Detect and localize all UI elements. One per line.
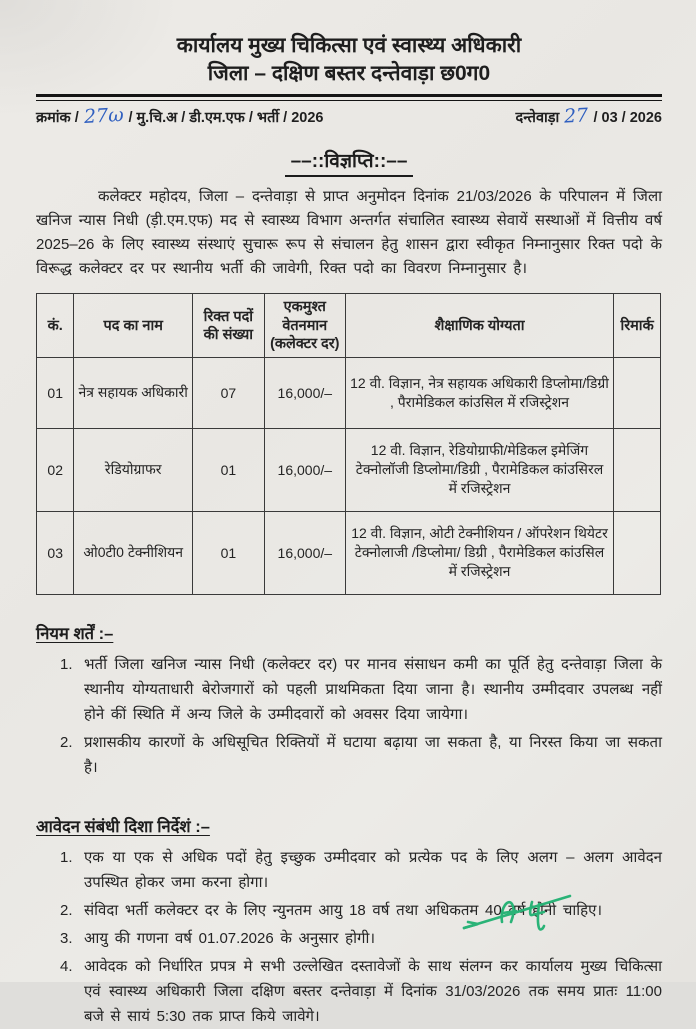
cell-post: नेत्र सहायक अधिकारी	[74, 357, 193, 428]
instructions-heading: आवेदन संबंधी दिशा निर्देशं :–	[36, 817, 210, 836]
notice-heading: ––::विज्ञप्ति::––	[36, 147, 662, 177]
item-number: 2.	[60, 901, 73, 919]
cell-sno: 03	[37, 511, 74, 594]
cell-qualification: 12 वी. विज्ञान, ओटी टेक्नीशियन / ऑपरेशन थियेटर टेक्नोलाजी /डिप्लोमा/ डिग्री , पैरामेडिकल कांउसिल में रजिस्ट्रेशन	[345, 511, 613, 594]
item-number: 1.	[60, 655, 73, 673]
cell-pay: 16,000/–	[264, 357, 345, 428]
reference-line	[36, 105, 662, 127]
cell-pay: 16,000/–	[264, 511, 345, 594]
cell-sno: 02	[37, 428, 74, 511]
rules-list	[36, 652, 662, 780]
item-text: संविदा भर्ती कलेक्टर दर के लिए न्युनतम आयु 18 वर्ष तथा अधिकतम 40 वर्ष होनी चाहिए।	[84, 901, 603, 919]
table-row	[37, 357, 661, 428]
office-title: कार्यालय मुख्य चिकित्सा एवं स्वास्थ्य अधिकारी	[176, 34, 522, 57]
cell-vacancies: 07	[192, 357, 264, 428]
item-text: आवेदक को निर्धारित प्रपत्र मे सभी उल्लेखित दस्तावेजों के साथ संलग्न कर कार्यालय मुख्य चिकित्सा एवं स्वास्थ्य अधिकारी जिला दक्षिण बस्तर दन्तेवाड़ा में दिनांक 31/03/2026 तक समय प्रातः 11:00 बजे से सायं 5:30 तक प्राप्त किये जावेगे।	[84, 957, 662, 1025]
date-day-handwritten: 27	[563, 104, 590, 129]
table-row	[37, 428, 661, 511]
table-header-row	[37, 294, 661, 357]
list-item	[60, 730, 662, 780]
cell-remark	[614, 511, 661, 594]
vacancy-table	[36, 293, 661, 594]
cell-qualification: 12 वी. विज्ञान, रेडियोग्राफी/मेडिकल इमेजिंग टेक्नोलॉजी डिप्लोमा/डिग्री , पैरामेडिकल कांउसिरल में रजिस्ट्रेशन	[345, 428, 613, 511]
reference-number	[36, 105, 323, 127]
cell-vacancies: 01	[192, 428, 264, 511]
cell-vacancies: 01	[192, 511, 264, 594]
cell-post: रेडियोग्राफर	[74, 428, 193, 511]
item-number: 1.	[60, 848, 73, 866]
cell-sno: 01	[37, 357, 74, 428]
col-remark: रिमार्क	[614, 294, 661, 357]
item-number: 2.	[60, 733, 73, 751]
item-text: एक या एक से अधिक पदों हेतु इच्छुक उम्मीदवार को प्रत्येक पद के लिए अलग – अलग आवेदन उपस्थित होकर जमा करना होगा।	[84, 848, 662, 891]
signature-mark	[458, 884, 578, 944]
item-number: 4.	[60, 957, 73, 975]
cell-remark	[614, 428, 661, 511]
item-text: भर्ती जिला खनिज न्यास निधी (कलेक्टर दर) पर मानव संसाधन कमी का पूर्ति हेतु दन्तेवाड़ा जिला के स्थानीय योग्यताधारी बेरोजगारों को पहली प्राथमिकता दिया जाना है। स्थानीय उम्मीदवार उपलब्ध नहीं होने कीं स्थिति में अन्य जिले के उम्मीदवारों को अवसर दिया जायेगा।	[84, 655, 662, 723]
date-line	[516, 105, 662, 127]
district-title: जिला – दक्षिण बस्तर दन्तेवाड़ा छ0ग0	[207, 61, 491, 85]
notice-body-paragraph: कलेक्टर महोदय, जिला – दन्तेवाड़ा से प्राप्त अनुमोदन दिनांक 21/03/2026 के परिपालन में जिला खनिज न्यास निधी (ड़ी.एम.एफ) मद से स्वास्थ्य विभाग अन्तर्गत संचालित स्वास्थ्य सेवायें सस्थाओं में वित्तीय वर्ष 2025–26 के लिए स्वास्थ्य संस्थाएं सुचारू रूप से संचालन हेतु शासन द्वारा स्वीकृत निम्नानुसार रिक्त पदो के विरूद्ध कलेक्टर दर पर स्थानीय भर्ती की जावेगी, रिक्त पदो का विवरण निम्नानुसार है।	[36, 188, 662, 278]
list-item	[60, 954, 662, 1029]
rules-heading: नियम शर्तें :–	[36, 624, 114, 643]
letterhead	[36, 32, 662, 87]
col-sno: कं.	[37, 294, 74, 357]
cell-qualification: 12 वी. विज्ञान, नेत्र सहायक अधिकारी डिप्लोमा/डिग्री , पैरामेडिकल कांउसिल में रजिस्ट्रेशन	[345, 357, 613, 428]
col-vacancy-count: रिक्त पदों की संख्या	[192, 294, 264, 357]
date-suffix: / 03 / 2026	[593, 110, 662, 127]
table-row	[37, 511, 661, 594]
ref-suffix: / मु.चि.अ / डी.एम.एफ / भर्ती / 2026	[128, 110, 324, 127]
col-qualification: शैक्षाणिक योग्यता	[345, 294, 613, 357]
header-divider	[36, 94, 662, 101]
col-pay: एकमुश्त वेतनमान (कलेक्टर दर)	[264, 294, 345, 357]
list-item	[60, 652, 662, 727]
item-number: 3.	[60, 929, 73, 947]
ref-prefix: क्रमांक /	[36, 110, 79, 127]
col-post-name: पद का नाम	[74, 294, 193, 357]
cell-remark	[614, 357, 661, 428]
ref-number-handwritten: 27ω	[83, 104, 124, 129]
date-place: दन्तेवाड़ा	[515, 110, 560, 127]
item-text: प्रशासकीय कारणों के अधिसूचित रिक्तियों में घटाया बढ़ाया जा सकता है, या निरस्त किया जा सकता है।	[84, 733, 662, 776]
cell-pay: 16,000/–	[264, 428, 345, 511]
item-text: आयु की गणना वर्ष 01.07.2026 के अनुसार होगी।	[84, 929, 376, 947]
cell-post: ओ0टी0 टेक्नीशियन	[74, 511, 193, 594]
